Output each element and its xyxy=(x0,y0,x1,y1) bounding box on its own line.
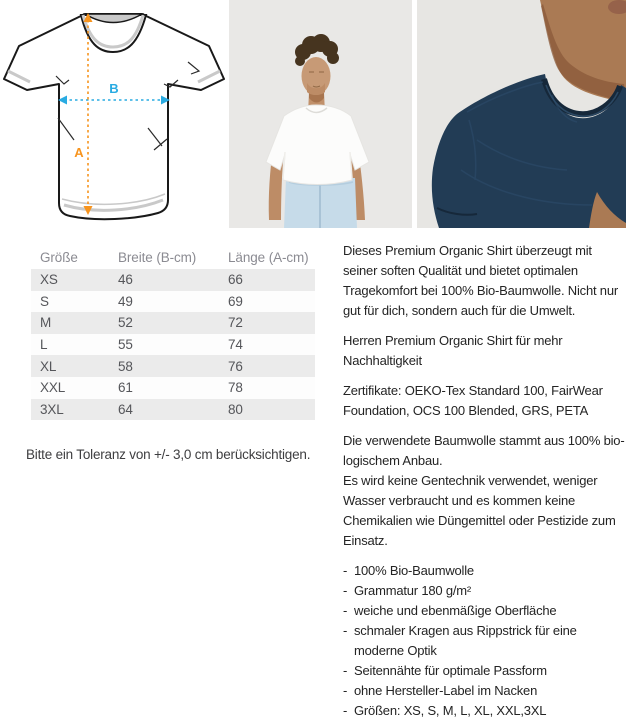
feature-text: Seitennähte für optimale Passform xyxy=(354,663,547,678)
feature-item xyxy=(343,561,626,581)
feature-list xyxy=(343,561,626,721)
laenge-cell: 78 xyxy=(228,380,243,396)
bullet-marker: - xyxy=(343,683,348,698)
bullet-marker: - xyxy=(343,583,348,598)
size-cell: 3XL xyxy=(40,401,64,417)
closeup-image xyxy=(417,0,626,228)
table-row xyxy=(31,377,315,399)
product-description xyxy=(343,241,626,721)
feature-text: Grammatur 180 g/m² xyxy=(354,583,472,598)
size-table xyxy=(31,246,315,420)
tshirt-measurement-drawing xyxy=(0,0,229,232)
laenge-cell: 66 xyxy=(228,272,243,288)
feature-text: Größen: XS, S, M, L, XL, XXL,3XL xyxy=(354,703,547,718)
laenge-cell: 69 xyxy=(228,293,243,309)
feature-item xyxy=(343,701,626,721)
breite-cell: 61 xyxy=(118,380,133,396)
feature-item xyxy=(343,581,626,601)
table-row xyxy=(31,334,315,356)
feature-text: 100% Bio-Baumwolle xyxy=(354,563,474,578)
bullet-marker: - xyxy=(343,703,348,718)
bullet-marker: - xyxy=(343,563,348,578)
description-certificates: Zertifikate: OEKO-Tex Standard 100, FairWear Foundation, OCS 100 Blended, GRS, PETA xyxy=(343,383,603,418)
bullet-marker: - xyxy=(343,603,348,618)
tolerance-note: Bitte ein Toleranz von +/- 3,0 cm berücksichtigen. xyxy=(26,447,311,462)
feature-text: ohne Hersteller-Label im Nacken xyxy=(354,683,538,698)
feature-item xyxy=(343,661,626,681)
size-diagram xyxy=(0,0,229,232)
breite-cell: 46 xyxy=(118,272,133,288)
table-row xyxy=(31,291,315,313)
size-table-header-row xyxy=(31,246,315,269)
column-header-groesse: Größe xyxy=(40,250,78,265)
model-photo-image xyxy=(229,0,412,228)
size-cell: L xyxy=(40,337,48,353)
model-photo xyxy=(229,0,412,228)
table-row xyxy=(31,269,315,291)
width-label: B xyxy=(109,81,119,96)
table-row xyxy=(31,355,315,377)
laenge-cell: 80 xyxy=(228,401,243,417)
length-label: A xyxy=(74,145,84,160)
table-row xyxy=(31,399,315,421)
feature-text: weiche und ebenmäßige Oberfläche xyxy=(354,603,557,618)
bullet-marker: - xyxy=(343,663,348,678)
breite-cell: 58 xyxy=(118,358,133,374)
fabric-closeup-photo xyxy=(417,0,626,228)
size-cell: XL xyxy=(40,358,57,374)
description-eco: Es wird keine Gentechnik verwendet, weniger Wasser verbraucht und es kommen keine Chemikalien wie Düngemittel oder Pestizide zum Einsatz. xyxy=(343,473,616,548)
description-subtitle: Herren Premium Organic Shirt für mehr Nachhaltigkeit xyxy=(343,333,563,368)
breite-cell: 55 xyxy=(118,337,133,353)
column-header-breite: Breite (B-cm) xyxy=(118,250,197,265)
feature-item xyxy=(343,621,626,661)
feature-text: schmaler Kragen aus Rippstrick für eine moderne Optik xyxy=(354,623,577,658)
breite-cell: 52 xyxy=(118,315,133,331)
size-cell: S xyxy=(40,293,49,309)
breite-cell: 64 xyxy=(118,401,133,417)
column-header-laenge: Länge (A-cm) xyxy=(228,250,309,265)
breite-cell: 49 xyxy=(118,293,133,309)
feature-item xyxy=(343,601,626,621)
laenge-cell: 76 xyxy=(228,358,243,374)
size-cell: M xyxy=(40,315,52,331)
description-intro: Dieses Premium Organic Shirt überzeugt mit seiner soften Qualität und bietet optimalen Tragekomfort bei 100% Bio-Baumwolle. Nicht nur gut für dich, sondern auch für die Umwelt. xyxy=(343,243,618,318)
description-cotton: Die verwendete Baumwolle stammt aus 100% biologischem Anbau. xyxy=(343,433,625,468)
feature-item xyxy=(343,681,626,701)
size-cell: XS xyxy=(40,272,58,288)
laenge-cell: 72 xyxy=(228,315,243,331)
table-row xyxy=(31,312,315,334)
laenge-cell: 74 xyxy=(228,337,243,353)
size-cell: XXL xyxy=(40,380,66,396)
bullet-marker: - xyxy=(343,623,348,638)
